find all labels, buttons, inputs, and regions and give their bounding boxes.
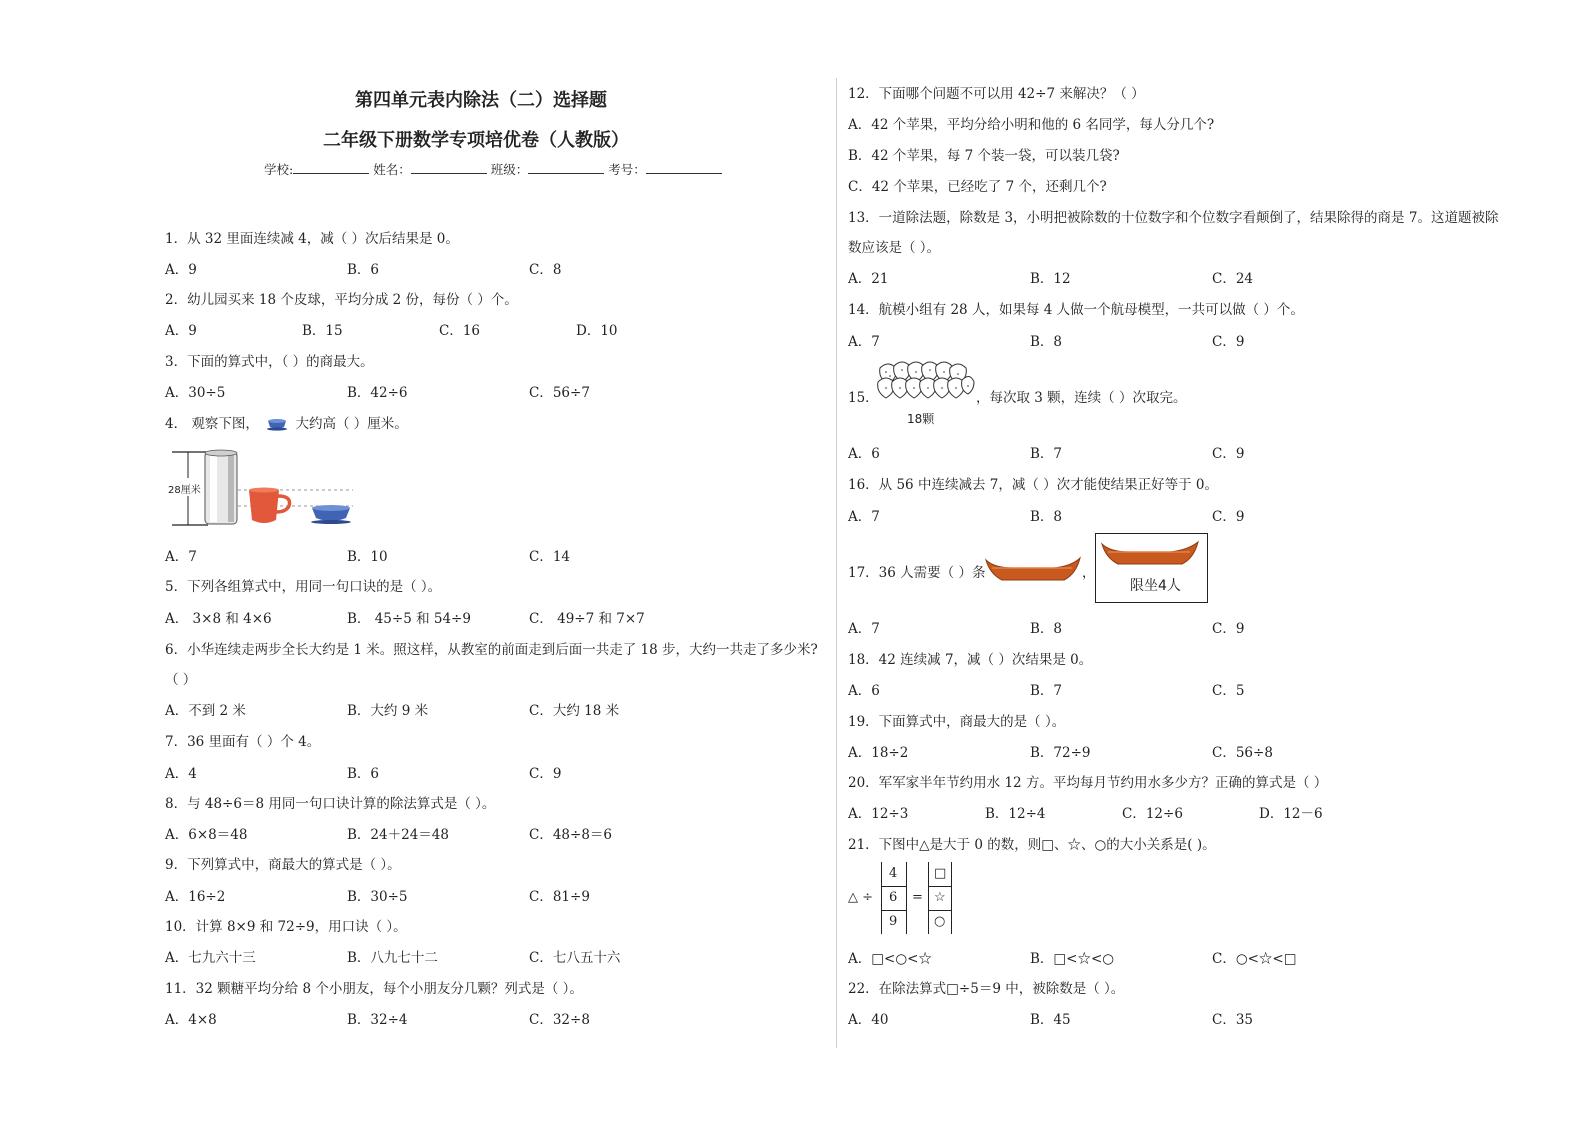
q14-option-a[interactable]: A．7 <box>848 334 880 350</box>
q8-option-c[interactable]: C．48÷8＝6 <box>529 827 612 843</box>
question-9: 9．下列算式中，商最大的算式是（ ）。 <box>165 857 401 873</box>
question-17-comma: ， <box>1082 565 1096 581</box>
q19-option-b[interactable]: B．72÷9 <box>1030 745 1091 761</box>
q22-option-c[interactable]: C．35 <box>1212 1012 1254 1028</box>
page-subtitle: 二年级下册数学专项培优卷（人教版） <box>323 130 629 151</box>
q2-option-c[interactable]: C．16 <box>439 323 481 339</box>
q21-option-c[interactable]: C．○<☆<□ <box>1212 951 1297 967</box>
question-15-number: 15． <box>848 390 879 406</box>
question-11: 11．32 颗糖平均分给 8 个小朋友，每个小朋友分几颗？列式是（ ）。 <box>165 981 583 997</box>
question-18: 18．42 连续减 7，减（ ）次结果是 0。 <box>848 652 1093 668</box>
q18-option-c[interactable]: C．5 <box>1212 683 1245 699</box>
class-label: 班级： <box>490 162 529 177</box>
question-16: 16．从 56 中连续减去 7，减（ ）次才能使结果正好等于 0。 <box>848 477 1218 493</box>
q12-option-c[interactable]: C．42 个苹果，已经吃了 7 个，还剩几个? <box>848 179 1107 195</box>
question-8: 8．与 48÷6＝8 用同一句口诀计算的除法算式是（ ）。 <box>165 796 496 812</box>
q18-option-a[interactable]: A．6 <box>848 683 880 699</box>
table-row-line <box>881 886 907 887</box>
divisor-6: 6 <box>889 890 898 905</box>
q21-option-a[interactable]: A．□<○<☆ <box>848 951 932 967</box>
q20-option-d[interactable]: D．12－6 <box>1259 806 1323 822</box>
divisor-9: 9 <box>889 914 898 929</box>
q17-option-b[interactable]: B．8 <box>1030 621 1063 637</box>
page-title: 第四单元表内除法（二）选择题 <box>355 90 607 111</box>
equals-sign: = <box>912 890 923 905</box>
triangle-divide-label: △ ÷ <box>848 890 874 905</box>
q12-option-b[interactable]: B．42 个苹果，每 7 个装一袋，可以装几袋? <box>848 148 1120 164</box>
question-20: 20．军军家半年节约用水 12 方。平均每月节约用水多少方？正确的算式是（ ） <box>848 775 1328 791</box>
q12-option-a[interactable]: A．42 个苹果，平均分给小明和他的 6 名同学，每人分几个? <box>848 117 1215 133</box>
q15-option-a[interactable]: A．6 <box>848 446 880 462</box>
boat-icon <box>984 554 1082 584</box>
question-6-cont: （ ） <box>165 672 197 688</box>
question-2: 2．幼儿园买来 18 个皮球，平均分成 2 份，每份（ ）个。 <box>165 292 518 308</box>
q5-option-c[interactable]: C． 49÷7 和 7×7 <box>529 611 645 627</box>
name-blank[interactable] <box>411 161 487 174</box>
table-row-line <box>928 910 952 911</box>
q15-option-c[interactable]: C．9 <box>1212 446 1245 462</box>
q4-option-c[interactable]: C．14 <box>529 549 571 565</box>
exam-number-label: 考号： <box>608 162 646 177</box>
table-row-line <box>881 910 907 911</box>
exam-number-blank[interactable] <box>646 161 722 174</box>
q16-option-c[interactable]: C．9 <box>1212 509 1245 525</box>
question-6: 6．小华连续走两步全长大约是 1 米。照这样，从教室的前面走到后面一共走了 18 步，大约一共走了多少米? <box>165 642 818 658</box>
q16-option-a[interactable]: A．7 <box>848 509 880 525</box>
question-22: 22．在除法算式□÷5＝9 中，被除数是（ ）。 <box>848 981 1125 997</box>
table-row-line <box>928 886 952 887</box>
question-13-cont: 数应该是（ ）。 <box>848 240 941 256</box>
q6-option-c[interactable]: C．大约 18 米 <box>529 703 620 719</box>
q13-option-a[interactable]: A．21 <box>848 271 889 287</box>
q10-option-a[interactable]: A．七九六十三 <box>165 950 256 966</box>
question-7: 7．36 里面有（ ）个 4。 <box>165 734 321 750</box>
question-21: 21．下图中△是大于 0 的数，则□、☆、○的大小关系是( )。 <box>848 837 1216 853</box>
q1-option-a[interactable]: A．9 <box>165 262 197 278</box>
q18-option-b[interactable]: B．7 <box>1030 683 1063 699</box>
q1-option-c[interactable]: C．8 <box>529 262 562 278</box>
blue-cup-icon <box>265 418 289 432</box>
q19-option-c[interactable]: C．56÷8 <box>1212 745 1273 761</box>
q15-option-b[interactable]: B．7 <box>1030 446 1063 462</box>
school-label: 学校: <box>264 162 294 177</box>
result-square: □ <box>934 866 947 881</box>
q22-option-b[interactable]: B．45 <box>1030 1012 1071 1028</box>
question-19: 19．下面算式中，商最大的是（ ）。 <box>848 714 1066 730</box>
name-label: 姓名： <box>373 162 411 177</box>
question-17-text: 17．36 人需要（ ）条 <box>848 565 986 581</box>
boat-icon <box>1100 540 1200 568</box>
table-result-left-border <box>928 862 929 934</box>
q14-option-b[interactable]: B．8 <box>1030 334 1063 350</box>
result-star: ☆ <box>934 890 946 905</box>
q1-option-b[interactable]: B．6 <box>347 262 380 278</box>
school-blank[interactable] <box>293 161 369 174</box>
q3-option-a[interactable]: A．30÷5 <box>165 385 226 401</box>
q8-option-b[interactable]: B．24＋24＝48 <box>347 827 449 843</box>
question-5: 5．下列各组算式中，用同一句口诀的是（ ）。 <box>165 579 442 595</box>
q11-option-c[interactable]: C．32÷8 <box>529 1012 590 1028</box>
q16-option-b[interactable]: B．8 <box>1030 509 1063 525</box>
q20-option-c[interactable]: C．12÷6 <box>1122 806 1183 822</box>
q19-option-a[interactable]: A．18÷2 <box>848 745 909 761</box>
question-10: 10．计算 8×9 和 72÷9，用口诀（ ）。 <box>165 919 407 935</box>
q4-option-a[interactable]: A．7 <box>165 549 197 565</box>
question-4-text-a: 4． 观察下图， <box>165 416 259 432</box>
q10-option-c[interactable]: C．七八五十六 <box>529 950 621 966</box>
q5-option-b[interactable]: B． 45÷5 和 54÷9 <box>347 611 471 627</box>
question-4 <box>165 412 408 432</box>
q10-option-b[interactable]: B．八九七十二 <box>347 950 438 966</box>
division-table-figure <box>848 860 968 936</box>
q13-option-c[interactable]: C．24 <box>1212 271 1254 287</box>
question-15-text: ，每次取 3 颗，连续（ ）次取完。 <box>976 390 1187 406</box>
q2-option-d[interactable]: D．10 <box>576 323 618 339</box>
q13-option-b[interactable]: B．12 <box>1030 271 1071 287</box>
q9-option-c[interactable]: C．81÷9 <box>529 889 590 905</box>
q2-option-b[interactable]: B．15 <box>302 323 343 339</box>
q7-option-b[interactable]: B．6 <box>347 766 380 782</box>
table-result-right-border <box>951 862 952 934</box>
strawberry-count-label: 18颗 <box>907 412 935 426</box>
q7-option-c[interactable]: C．9 <box>529 766 562 782</box>
strawberry-group-figure <box>874 358 976 410</box>
result-circle: ○ <box>934 914 946 929</box>
q3-option-b[interactable]: B．42÷6 <box>347 385 408 401</box>
boat-capacity-box <box>1095 533 1208 603</box>
column-divider <box>836 78 837 1048</box>
q14-option-c[interactable]: C．9 <box>1212 334 1245 350</box>
q11-option-b[interactable]: B．32÷4 <box>347 1012 408 1028</box>
q20-option-a[interactable]: A．12÷3 <box>848 806 909 822</box>
q22-option-a[interactable]: A．40 <box>848 1012 889 1028</box>
q9-option-a[interactable]: A．16÷2 <box>165 889 226 905</box>
question-13: 13．一道除法题，除数是 3，小明把被除数的十位数字和个位数字看颠倒了，结果除得的商是 7。这道题被除 <box>848 210 1499 226</box>
question-12: 12．下面哪个问题不可以用 42÷7 来解决？（ ） <box>848 86 1145 102</box>
q9-option-b[interactable]: B．30÷5 <box>347 889 408 905</box>
boat-capacity-label: 限坐4人 <box>1130 578 1181 594</box>
table-left-border <box>881 862 882 934</box>
q17-option-c[interactable]: C．9 <box>1212 621 1245 637</box>
table-divisor-border <box>906 862 907 934</box>
q6-option-a[interactable]: A．不到 2 米 <box>165 703 246 719</box>
q3-option-c[interactable]: C．56÷7 <box>529 385 590 401</box>
question-14: 14．航模小组有 28 人，如果每 4 人做一个航母模型，一共可以做（ ）个。 <box>848 302 1304 318</box>
q6-option-b[interactable]: B．大约 9 米 <box>347 703 429 719</box>
student-info-row <box>264 160 722 178</box>
q17-option-a[interactable]: A．7 <box>848 621 880 637</box>
question-4-text-b: 大约高（ ）厘米。 <box>295 416 408 432</box>
class-blank[interactable] <box>528 161 604 174</box>
question-1: 1．从 32 里面连续减 4，减（ ）次后结果是 0。 <box>165 231 459 247</box>
q20-option-b[interactable]: B．12÷4 <box>985 806 1046 822</box>
q11-option-a[interactable]: A．4×8 <box>165 1012 217 1028</box>
q5-option-a[interactable]: A． 3×8 和 4×6 <box>165 611 272 627</box>
q4-option-b[interactable]: B．10 <box>347 549 388 565</box>
question-3: 3．下面的算式中，（ ）的商最大。 <box>165 354 374 370</box>
q21-option-b[interactable]: B．□<☆<○ <box>1030 951 1115 967</box>
q2-option-a[interactable]: A．9 <box>165 323 197 339</box>
q8-option-a[interactable]: A．6×8＝48 <box>165 827 248 843</box>
divisor-4: 4 <box>889 866 898 881</box>
height-label: 28厘米 <box>168 481 201 496</box>
q7-option-a[interactable]: A．4 <box>165 766 197 782</box>
